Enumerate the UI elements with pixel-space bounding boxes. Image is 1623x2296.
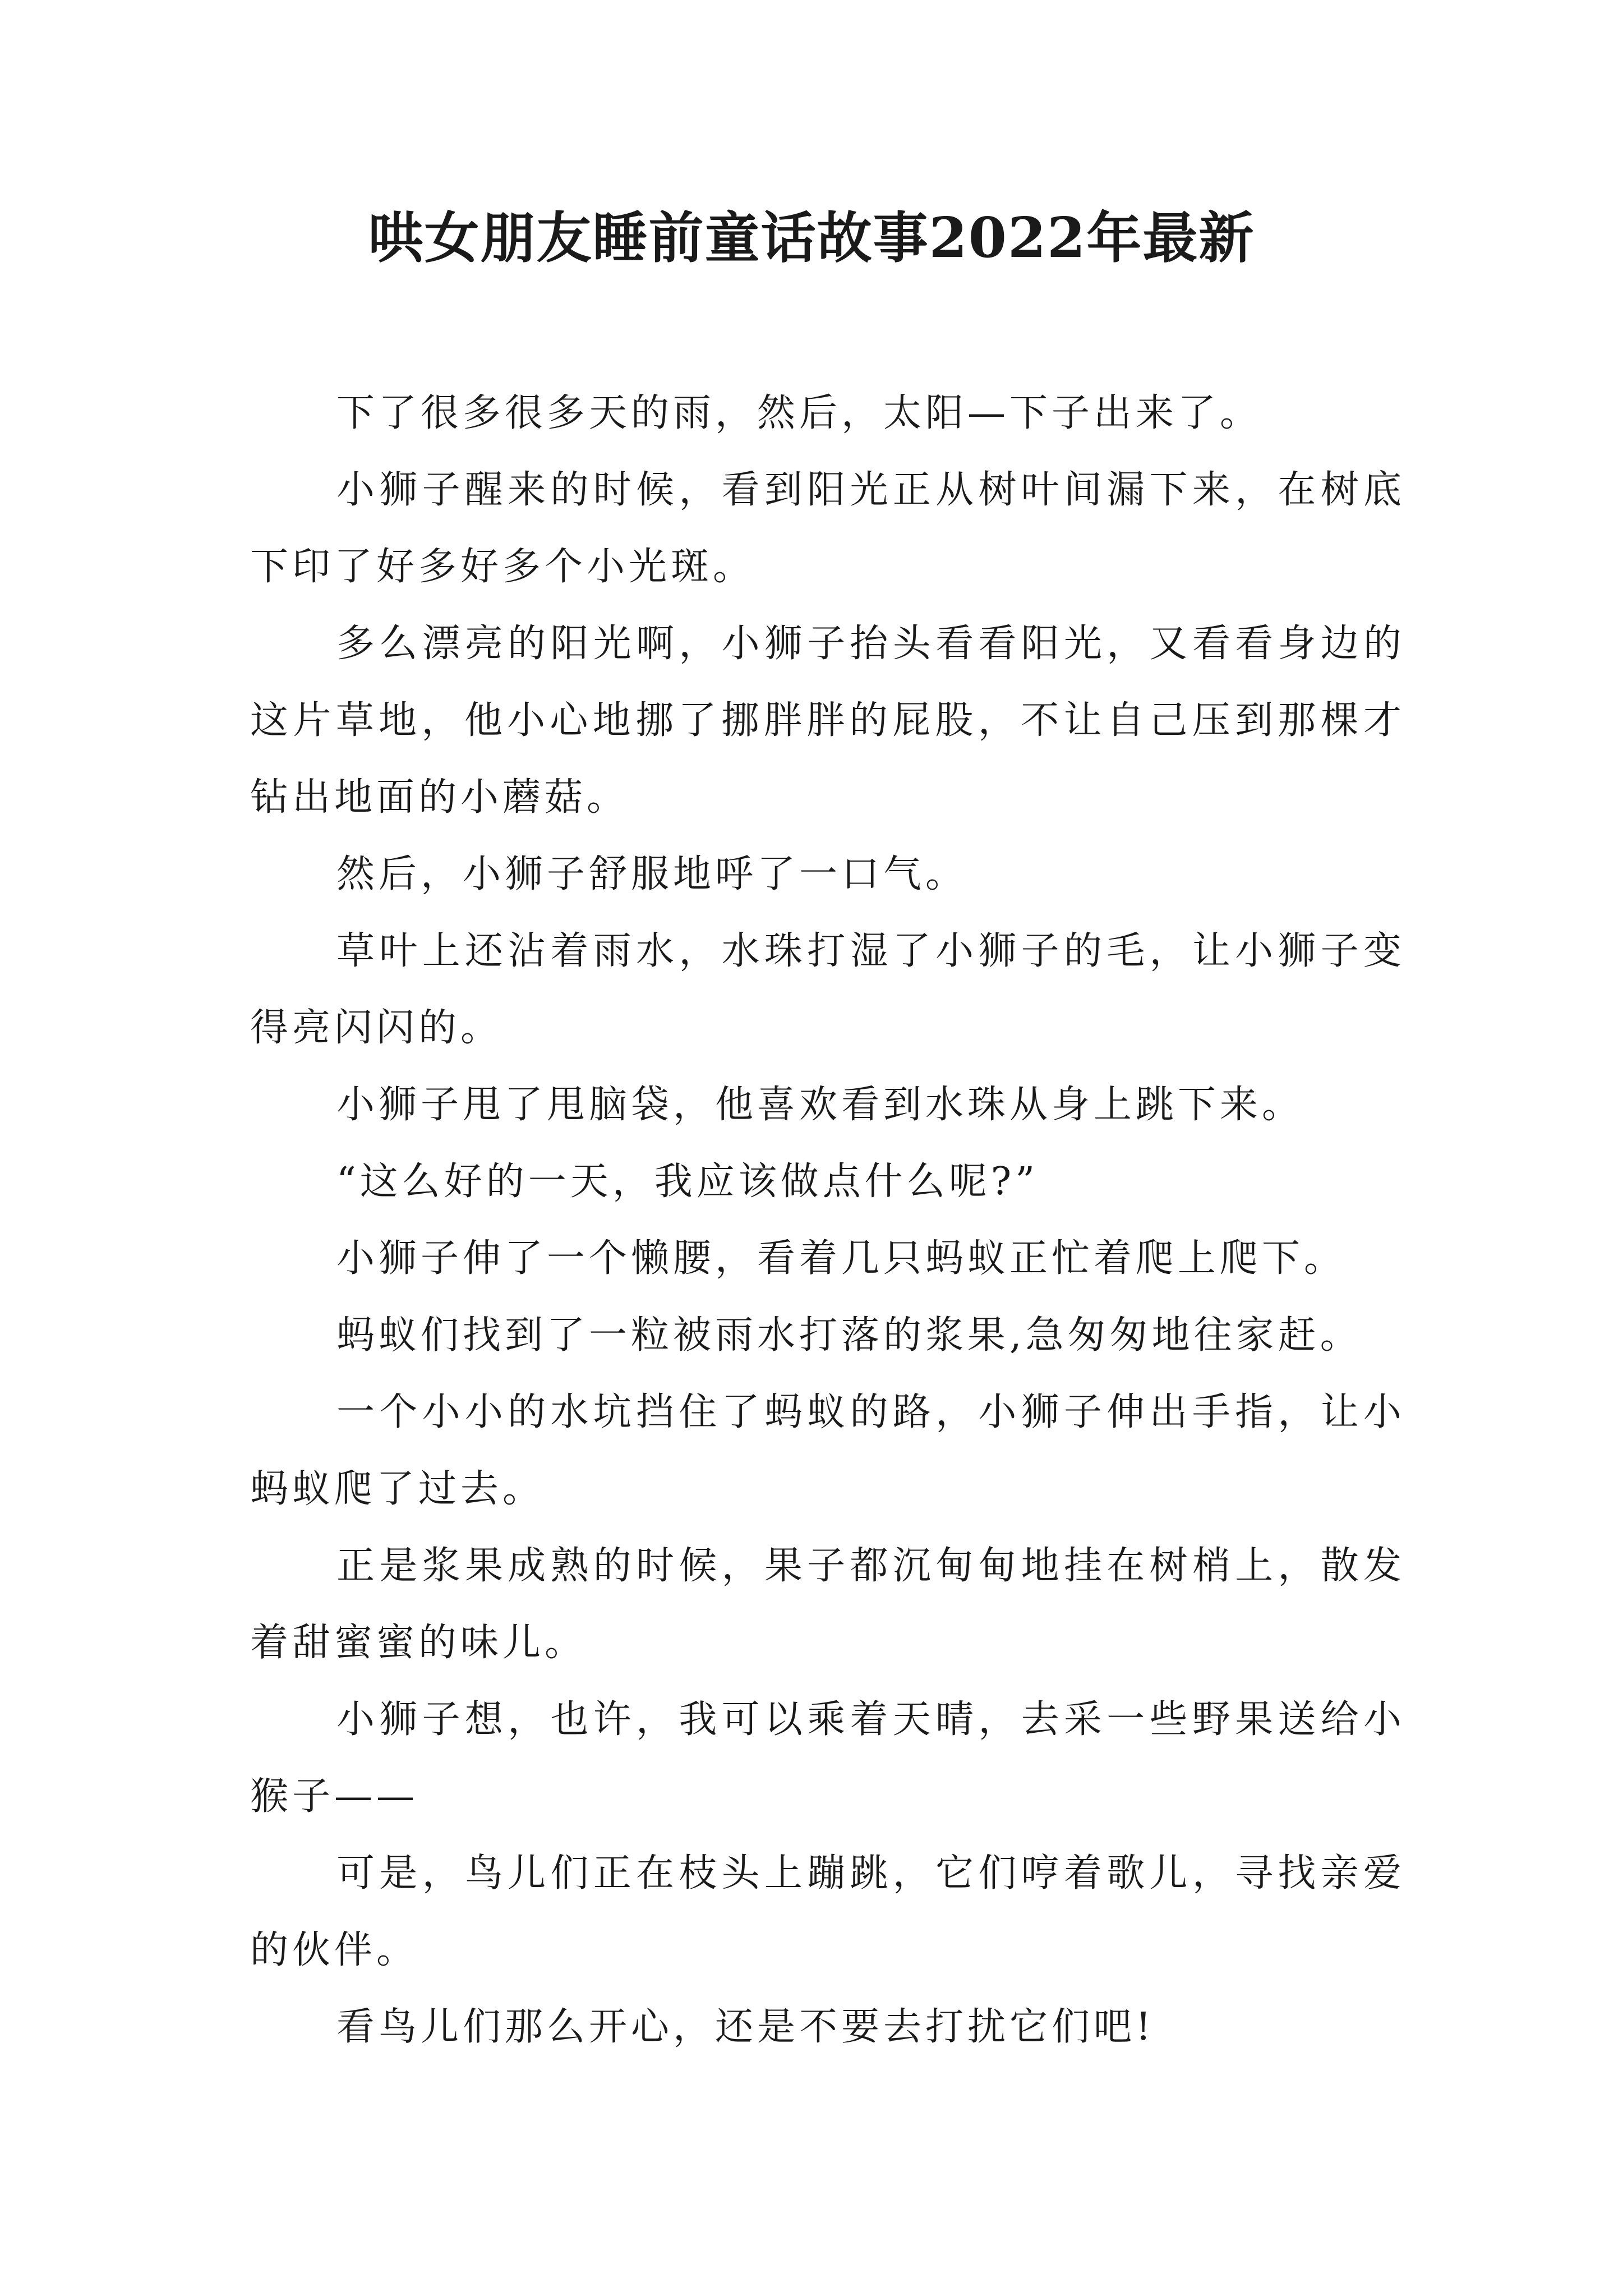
paragraph: 正是浆果成熟的时候，果子都沉甸甸地挂在树梢上，散发着甜蜜蜜的味儿。 — [250, 1544, 1405, 1665]
paragraph: 蚂蚁们找到了一粒被雨水打落的浆果,急匆匆地往家赶。 — [336, 1313, 1362, 1358]
document-title: 哄女朋友睡前童话故事2022年最新 — [368, 206, 1255, 270]
paragraph: 下了很多很多天的雨，然后，太阳—下子出来了。 — [336, 391, 1262, 435]
paragraph: “这么好的一天，我应该做点什么呢?” — [336, 1159, 1039, 1204]
paragraph: 小狮子想，也许，我可以乘着天晴，去采一些野果送给小猴子—— — [250, 1697, 1405, 1819]
paragraph: 草叶上还沾着雨水，水珠打湿了小狮子的毛，让小狮子变得亮闪闪的。 — [250, 929, 1405, 1050]
paragraph: 小狮子甩了甩脑袋，他喜欢看到水珠从身上跳下来。 — [336, 1083, 1304, 1127]
paragraph: 小狮子伸了一个懒腰，看着几只蚂蚁正忙着爬上爬下。 — [336, 1236, 1347, 1281]
paragraph: 多么漂亮的阳光啊，小狮子抬头看看阳光，又看看身边的这片草地，他小心地挪了挪胖胖的屁股，不让自己压到那棵才钻出地面的小蘑菇。 — [250, 622, 1405, 820]
document-body — [250, 375, 1405, 2065]
paragraph: 小狮子醒来的时候，看到阳光正从树叶间漏下来，在树底下印了好多好多个小光斑。 — [250, 468, 1405, 589]
paragraph: 一个小小的水坑挡住了蚂蚁的路，小狮子伸出手指，让小蚂蚁爬了过去。 — [250, 1390, 1405, 1511]
paragraph: 然后，小狮子舒服地呼了一口气。 — [336, 852, 968, 896]
paragraph: 看鸟儿们那么开心，还是不要去打扰它们吧! — [336, 2005, 1155, 2049]
paragraph: 可是，鸟儿们正在枝头上蹦跳，它们哼着歌儿，寻找亲爱的伙伴。 — [250, 1851, 1405, 1972]
